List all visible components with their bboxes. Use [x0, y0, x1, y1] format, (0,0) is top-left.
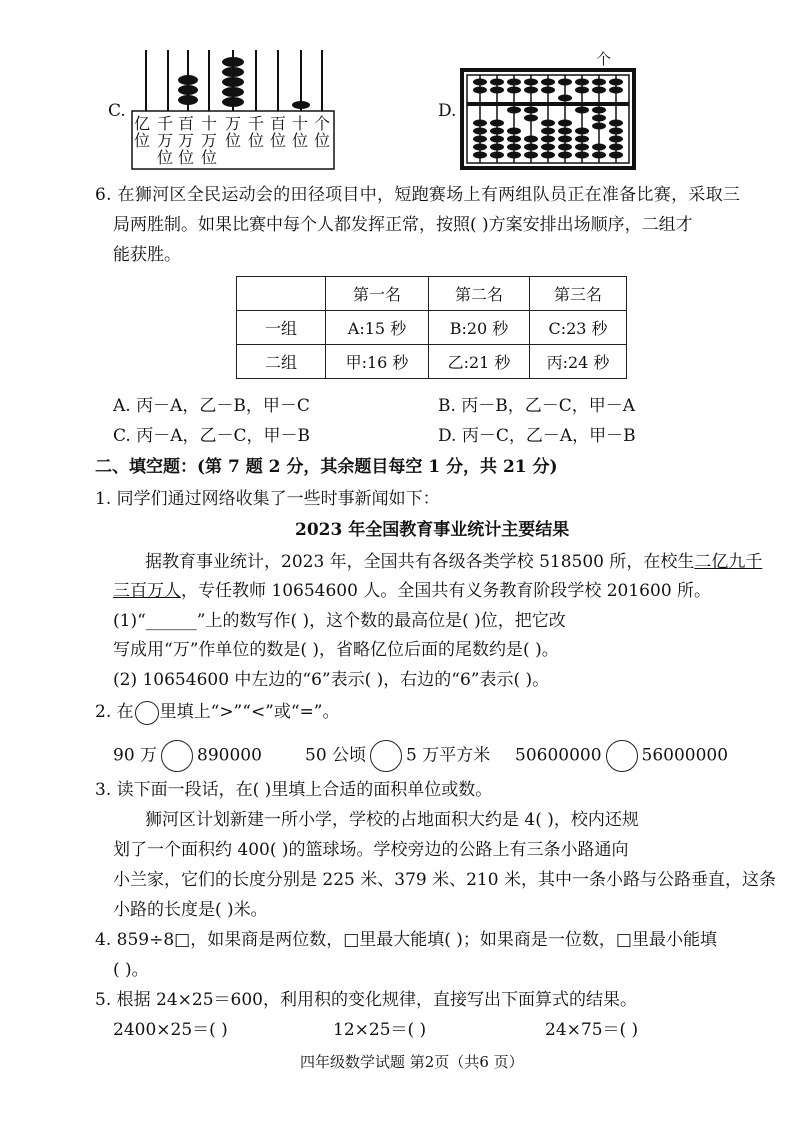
fq3-intro: 3. 读下面一段话，在( )里填上合适的面积单位或数。 [95, 780, 493, 800]
answer-circle[interactable] [161, 740, 193, 772]
fq2-right: 56000000 [641, 745, 729, 766]
fq2-left: 50 公顷 [305, 745, 367, 766]
fq1-para2-underlined: 三百万人 [113, 581, 181, 601]
place-label: 亿位 [134, 114, 151, 150]
table-row [237, 345, 627, 379]
table-cell: C:23 秒 [530, 311, 627, 345]
fq5-intro: 5. 根据 24×25＝600，利用积的变化规律，直接写出下面算式的结果。 [95, 990, 637, 1010]
table-cell: 一组 [237, 311, 326, 345]
place-label: 百位 [270, 114, 287, 150]
fq3-line4: 小路的长度是( )米。 [113, 900, 268, 920]
q6-option-d[interactable]: D. 丙－C，乙－A，甲－B [438, 426, 636, 446]
abacus-d-label: D. [438, 101, 457, 121]
fq1-para2 [113, 579, 711, 603]
table-cell: 二组 [237, 345, 326, 379]
table-cell: 乙:21 秒 [429, 345, 530, 379]
q6-line2: 局两胜制。如果比赛中每个人都发挥正常，按照( )方案安排出场顺序，二组才 [113, 215, 693, 235]
abacus-d-marker: 个 [596, 50, 612, 68]
fq2-intro-a: 2. 在 [95, 702, 134, 722]
fq1-para1-underlined: 二亿九千 [694, 552, 763, 572]
race-table [236, 276, 627, 379]
abacus-c-place-labels [132, 115, 338, 169]
fq5-item-2: 12×25＝( ) [333, 1020, 427, 1040]
table-cell: B:20 秒 [429, 311, 530, 345]
fq2-right: 5 万平方米 [406, 745, 491, 766]
place-label: 十位 [292, 114, 309, 150]
compare-circle-icon [135, 701, 159, 725]
fq3-line1: 狮河区计划新建一所小学，学校的占地面积大约是 4( )，校内还规 [145, 810, 639, 830]
q6-option-b[interactable]: B. 丙－B，乙－C，甲－A [438, 396, 636, 416]
place-label: 个位 [314, 114, 331, 150]
fq1-sub2: (2) 10654600 中左边的“6”表示( )，右边的“6”表示( )。 [113, 670, 550, 690]
fq5-item-3: 24×75＝( ) [545, 1020, 639, 1040]
fq3-line2: 划了一个面积约 400( )的篮球场。学校旁边的公路上有三条小路通向 [113, 840, 629, 860]
fq2-intro-b: 里填上“>”“<”或“=”。 [159, 702, 340, 722]
fq2-intro [95, 700, 340, 725]
table-cell: 丙:24 秒 [530, 345, 627, 379]
page-footer: 四年级数学试题 第2页（共6 页） [300, 1053, 524, 1071]
fq1-para1-text: 据教育事业统计，2023 年，全国共有各级各类学校 518500 所，在校生 [145, 552, 695, 572]
q6-line1: 6. 在狮河区全民运动会的田径项目中，短跑赛场上有两组队员正在准备比赛，采取三 [95, 185, 741, 205]
fq4-line2: ( )。 [113, 960, 149, 980]
table-cell: 甲:16 秒 [326, 345, 429, 379]
q6-line3: 能获胜。 [113, 245, 181, 265]
fq1-intro: 1. 同学们通过网络收集了一些时事新闻如下： [95, 489, 440, 509]
table-row [237, 311, 627, 345]
fq5-item-1: 2400×25＝( ) [113, 1020, 228, 1040]
fq4-line1: 4. 859÷8□，如果商是两位数，□里最大能填( )；如果商是一位数，□里最小能填 [95, 930, 717, 950]
fq1-sub1-line2: 写成用“万”作单位的数是( )，省略亿位后面的尾数约是( )。 [113, 640, 559, 660]
place-label: 千万位 [157, 114, 174, 167]
table-header-cell: 第二名 [429, 277, 530, 311]
fq2-left: 50600000 [515, 745, 602, 766]
fq1-sub1-line1: (1)“______”上的数写作( )，这个数的最高位是( )位，把它改 [113, 611, 566, 631]
fq2-left: 90 万 [113, 745, 158, 766]
place-label: 千位 [248, 114, 265, 150]
abacus-c-label: C. [108, 101, 126, 121]
abacus-d-figure [460, 68, 636, 170]
place-label: 百万位 [178, 114, 195, 167]
place-label: 万位 [225, 114, 242, 150]
table-header-cell: 第三名 [530, 277, 627, 311]
fq1-para2-text: ，专任教师 10654600 人。全国共有义务教育阶段学校 201600 所。 [181, 581, 712, 601]
answer-circle[interactable] [370, 740, 402, 772]
table-header-row [237, 277, 627, 311]
table-header-cell [237, 277, 326, 311]
fq2-item-3 [515, 740, 728, 772]
fq1-para1 [145, 550, 762, 574]
answer-circle[interactable] [606, 740, 638, 772]
fq3-line3: 小兰家，它们的长度分别是 225 米、379 米、210 米，其中一条小路与公路垂直，这条 [113, 870, 776, 890]
place-label: 十万位 [201, 114, 218, 167]
fq2-item-1 [113, 740, 262, 772]
q6-option-c[interactable]: C. 丙－A，乙－C，甲－B [113, 426, 310, 446]
section2-heading: 二、填空题：(第 7 题 2 分，其余题目每空 1 分，共 21 分) [95, 457, 558, 477]
q6-option-a[interactable]: A. 丙－A，乙－B，甲－C [113, 396, 310, 416]
table-cell: A:15 秒 [326, 311, 429, 345]
fq1-news-title: 2023 年全国教育事业统计主要结果 [295, 520, 570, 540]
fq2-item-2 [305, 740, 490, 772]
abacus-d [438, 48, 638, 173]
table-header-cell: 第一名 [326, 277, 429, 311]
fq2-right: 890000 [197, 745, 262, 766]
abacus-c [108, 45, 338, 175]
